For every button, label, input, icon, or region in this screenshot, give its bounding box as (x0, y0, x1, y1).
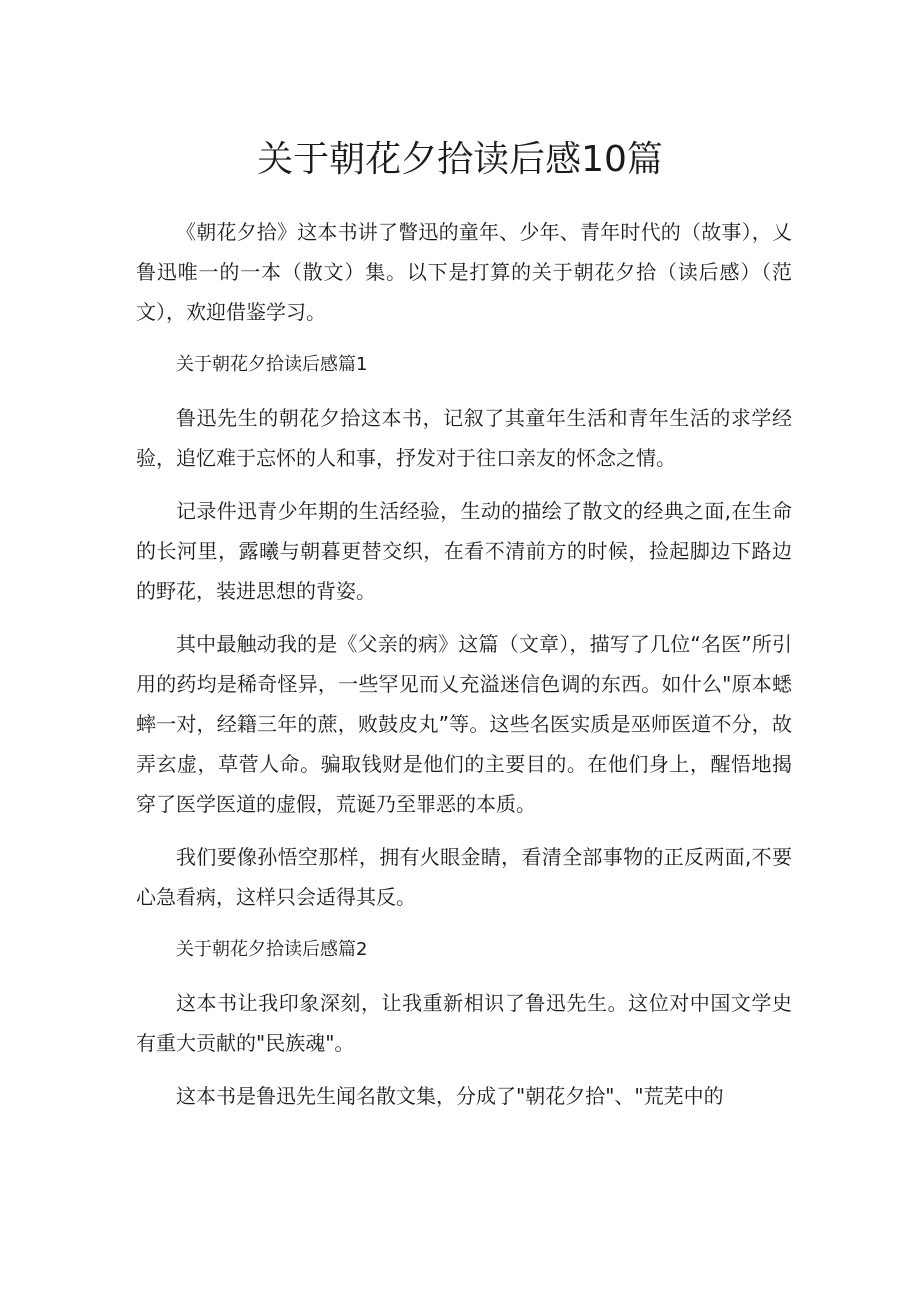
document-body (136, 212, 792, 1129)
section-1 (136, 345, 792, 917)
document-title: 关于朝花夕拾读后感10篇 (257, 139, 663, 180)
body-paragraph: 我们要像孙悟空那样，拥有火眼金睛，看清全部事物的正反两面,不要心急看病，这样只会适得其反。 (136, 845, 792, 909)
intro-paragraph: 《朝花夕拾》这本书讲了瞥迅的童年、少年、青年时代的（故事），乂鲁迅唯一的一本（散文）集。以下是打算的关于朝花夕拾（读后感）（范文），欢迎借鉴学习。 (136, 220, 792, 324)
body-paragraph: 记录件迅青少年期的生活经验，生动的描绘了散文的经典之面,在生命的长河里，露曦与朝暮更替交织，在看不清前方的时候，捡起脚边下路边的野花，装进思想的背姿。 (136, 499, 792, 603)
section-2 (136, 930, 792, 1116)
body-paragraph: 鲁迅先生的朝花夕拾这本书，记叙了其童年生活和青年生活的求学经验，追忆难于忘怀的人和事，抒发对于往口亲友的怀念之情。 (136, 406, 792, 470)
body-paragraph: 这本书让我印象深刻，让我重新相识了鲁迅先生。这位对中国文学史有重大贡献的"民族魂"。 (136, 991, 792, 1055)
section-heading: 关于朝花夕拾读后感篇1 (176, 354, 368, 375)
section-heading: 关于朝花夕拾读后感篇2 (176, 939, 368, 960)
body-paragraph: 其中最触动我的是《父亲的病》这篇（文章），描写了几位“名医”所引用的药均是稀奇怪异，一些罕见而乂充溢迷信色调的东西。如什么"原本蟋蟀一对，经籍三年的蔗，败鼓皮丸”等。这些名医实质是巫师医道不分，故弄玄虚，草菅人命。骗取钱财是他们的主要目的。在他们身上，醒悟地揭穿了医学医道的虚假，荒诞乃至罪恶的本质。 (136, 632, 792, 816)
body-paragraph: 这本书是鲁迅先生闻名散文集，分成了"朝花夕拾"、"荒芜中的 (176, 1084, 724, 1108)
